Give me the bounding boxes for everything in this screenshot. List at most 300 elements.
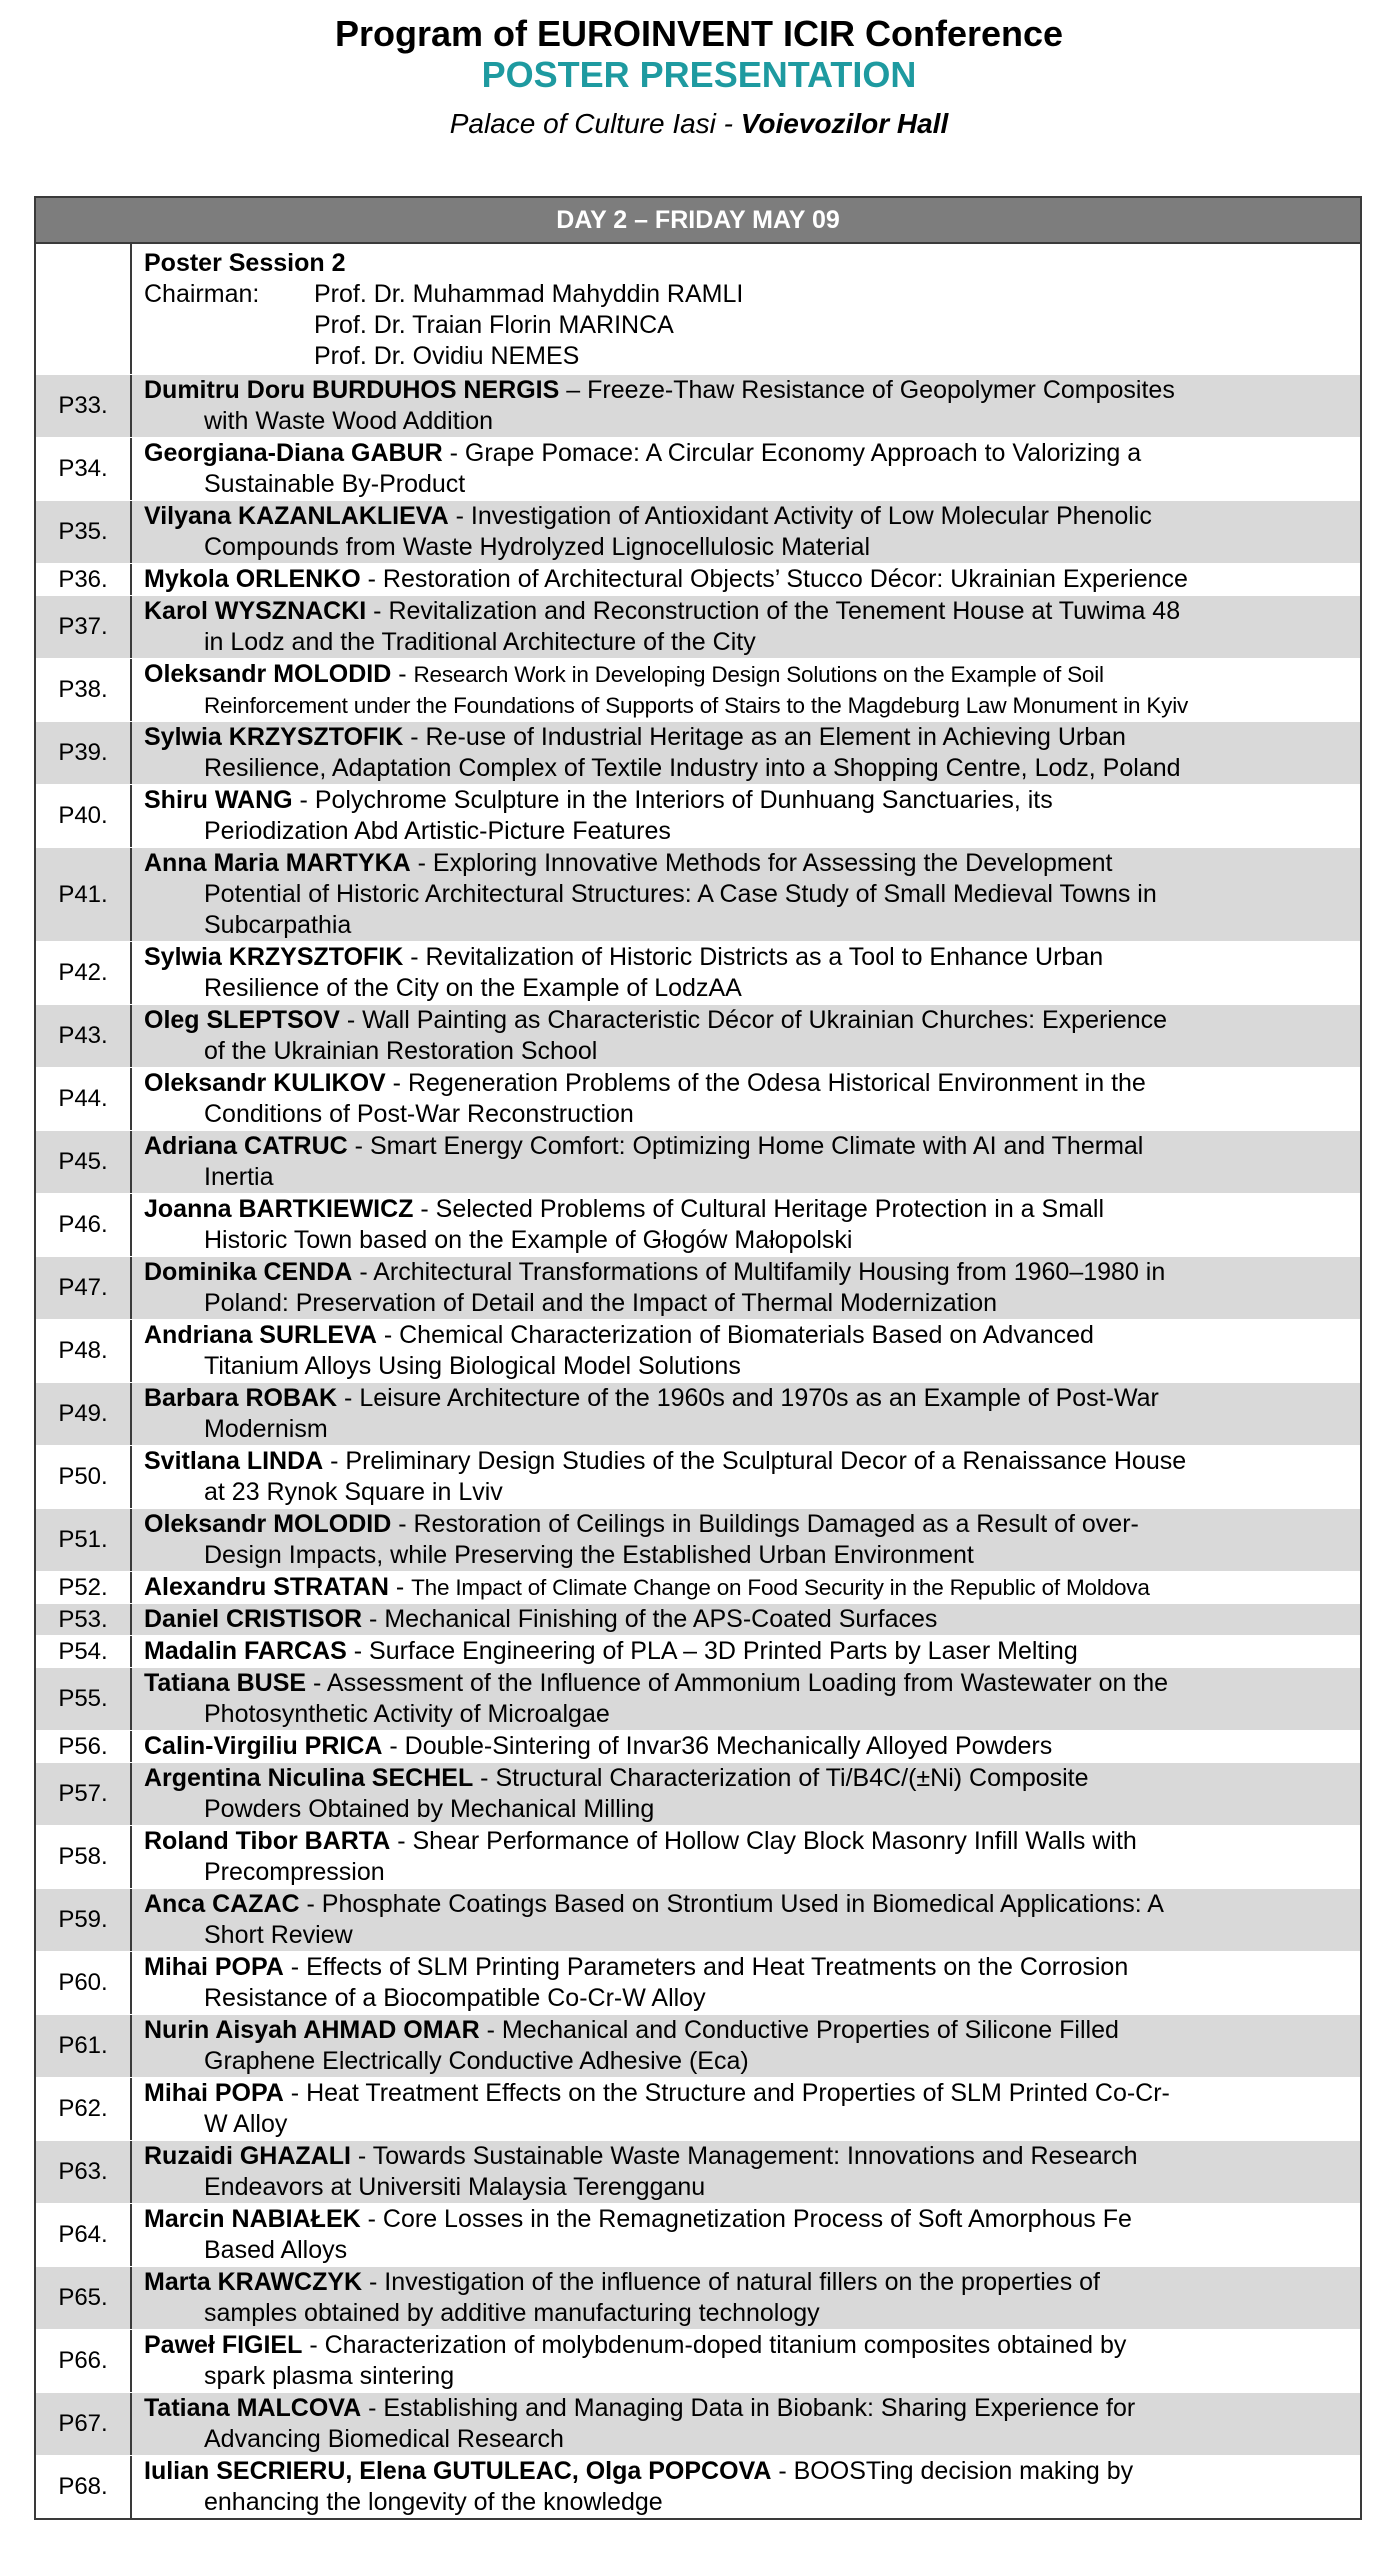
poster-author: Svitlana LINDA: [144, 1447, 324, 1475]
poster-line: [144, 1604, 1354, 1635]
poster-title: Characterization of molybdenum-doped titanium composites obtained by: [324, 2331, 1127, 2359]
poster-title: Leisure Architecture of the 1960s and 1970s as an Example of Post-War: [359, 1384, 1159, 1412]
poster-line: [144, 848, 1354, 879]
poster-title-continuation: Precompression: [204, 1858, 385, 1886]
poster-code: P61.: [36, 2015, 132, 2077]
poster-author: Georgiana-Diana GABUR: [144, 439, 443, 467]
table-row: [36, 2015, 1360, 2078]
poster-title: Establishing and Managing Data in Biobank: Sharing Experience for: [383, 2394, 1136, 2422]
session-title: Poster Session 2: [144, 249, 346, 277]
poster-title: Regeneration Problems of the Odesa Historical Environment in the: [407, 1069, 1146, 1097]
poster-title-continuation: Endeavors at Universiti Malaysia Terengganu: [204, 2173, 706, 2201]
poster-title-continuation: Graphene Electrically Conductive Adhesive (Eca): [204, 2047, 749, 2075]
poster-entry: [132, 1952, 1360, 2014]
poster-title: Double-Sintering of Invar36 Mechanically Alloyed Powders: [404, 1732, 1053, 1760]
poster-author: Mykola ORLENKO: [144, 565, 361, 593]
poster-title: Freeze-Thaw Resistance of Geopolymer Composites: [587, 376, 1175, 404]
poster-title-continuation: Compounds from Waste Hydrolyzed Lignocellulosic Material: [204, 533, 871, 561]
poster-author: Iulian SECRIERU, Elena GUTULEAC, Olga POPCOVA: [144, 2457, 772, 2485]
poster-author: Oleksandr MOLODID: [144, 660, 392, 688]
poster-separator: -: [403, 723, 426, 751]
poster-title: Exploring Innovative Methods for Assessing the Development: [432, 849, 1113, 877]
poster-code: P44.: [36, 1068, 132, 1130]
poster-code: P53.: [36, 1604, 132, 1635]
poster-title: Towards Sustainable Waste Management: Innovations and Research: [372, 2142, 1138, 2170]
venue: [0, 104, 1398, 144]
poster-author: Argentina Niculina SECHEL: [144, 1764, 474, 1792]
poster-line: [144, 1320, 1354, 1351]
poster-code: P36.: [36, 564, 132, 595]
poster-separator: -: [391, 660, 414, 688]
table-row: [36, 2078, 1360, 2141]
poster-title-continuation: spark plasma sintering: [204, 2362, 455, 2390]
poster-code: P34.: [36, 438, 132, 500]
poster-title-continuation: Resilience of the City on the Example of LodzAA: [204, 974, 742, 1002]
poster-line: [144, 1068, 1354, 1099]
table-row: [36, 1604, 1360, 1636]
poster-title: Shear Performance of Hollow Clay Block Masonry Infill Walls with: [412, 1827, 1137, 1855]
table-row: [36, 501, 1360, 564]
chair-name: Prof. Dr. Muhammad Mahyddin RAMLI: [314, 280, 744, 308]
poster-entry: [132, 1604, 1360, 1635]
poster-title-continuation: enhancing the longevity of the knowledge: [204, 2488, 663, 2516]
poster-title: BOOSTing decision making by: [793, 2457, 1134, 2485]
poster-separator: -: [388, 1573, 412, 1601]
poster-title: Grape Pomace: A Circular Economy Approach to Valorizing a: [464, 439, 1142, 467]
poster-line: [144, 2456, 1354, 2487]
table-row: [36, 942, 1360, 1005]
poster-code: P41.: [36, 848, 132, 941]
poster-author: Marta KRAWCZYK: [144, 2268, 363, 2296]
poster-separator: -: [350, 2142, 373, 2170]
poster-separator: -: [479, 2016, 502, 2044]
poster-author: Sylwia KRZYSZTOFIK: [144, 723, 404, 751]
poster-code: P47.: [36, 1257, 132, 1319]
poster-entry: [132, 1889, 1360, 1951]
poster-title-continuation: Historic Town based on the Example of Głogów Małopolski: [204, 1226, 853, 1254]
poster-code: P45.: [36, 1131, 132, 1193]
poster-title-continuation: Resistance of a Biocompatible Co-Cr-W Alloy: [204, 1984, 706, 2012]
poster-entry: [132, 1446, 1360, 1508]
poster-title-continuation: Photosynthetic Activity of Microalgae: [204, 1700, 610, 1728]
poster-entry: [132, 942, 1360, 1004]
poster-entry: [132, 501, 1360, 563]
poster-title-continuation: Titanium Alloys Using Biological Model Solutions: [204, 1352, 741, 1380]
poster-line: [144, 785, 1354, 816]
poster-title: Mechanical Finishing of the APS-Coated Surfaces: [384, 1605, 938, 1633]
poster-title-continuation: Resilience, Adaptation Complex of Textile Industry into a Shopping Centre, Lodz, Poland: [204, 754, 1181, 782]
poster-title: Smart Energy Comfort: Optimizing Home Climate with AI and Thermal: [369, 1132, 1144, 1160]
table-row: [36, 1889, 1360, 1952]
poster-code: P43.: [36, 1005, 132, 1067]
poster-entry: [132, 2330, 1360, 2392]
poster-separator: -: [442, 439, 465, 467]
venue-hall: Voievozilor Hall: [740, 108, 949, 139]
poster-line: [144, 501, 1354, 532]
poster-entry: [132, 1383, 1360, 1445]
poster-code: P55.: [36, 1668, 132, 1730]
table-row: [36, 1572, 1360, 1604]
poster-author: Adriana CATRUC: [144, 1132, 348, 1160]
poster-separator: -: [347, 1132, 370, 1160]
poster-title: Assessment of the Influence of Ammonium Loading from Wastewater on the: [326, 1669, 1169, 1697]
poster-code: P60.: [36, 1952, 132, 2014]
poster-code: P62.: [36, 2078, 132, 2140]
poster-author: Madalin FARCAS: [144, 1637, 347, 1665]
poster-title: Research Work in Developing Design Solutions on the Example of Soil: [413, 662, 1104, 687]
poster-line: [144, 2330, 1354, 2361]
poster-author: Tatiana BUSE: [144, 1669, 307, 1697]
poster-title-continuation: samples obtained by additive manufacturing technology: [204, 2299, 820, 2327]
poster-entry: [132, 2141, 1360, 2203]
poster-title-continuation: Reinforcement under the Foundations of Supports of Stairs to the Magdeburg Law Monument in Kyiv: [204, 693, 1189, 718]
poster-title-continuation: Sustainable By-Product: [204, 470, 466, 498]
poster-entry: [132, 1668, 1360, 1730]
chair-name: Prof. Dr. Ovidiu NEMES: [314, 342, 580, 370]
table-row: [36, 1446, 1360, 1509]
table-row: [36, 848, 1360, 942]
poster-code: P58.: [36, 1826, 132, 1888]
poster-code: P64.: [36, 2204, 132, 2266]
poster-entry: [132, 785, 1360, 847]
poster-separator: -: [346, 1637, 370, 1665]
poster-code: P59.: [36, 1889, 132, 1951]
poster-code: P68.: [36, 2456, 132, 2518]
poster-author: Dominika CENDA: [144, 1258, 353, 1286]
poster-line: [144, 2078, 1354, 2109]
poster-line: [144, 1763, 1354, 1794]
poster-code: P56.: [36, 1731, 132, 1762]
table-row: [36, 1826, 1360, 1889]
poster-separator: -: [473, 1764, 496, 1792]
poster-author: Alexandru STRATAN: [144, 1573, 389, 1601]
poster-code: P35.: [36, 501, 132, 563]
table-row: [36, 2330, 1360, 2393]
poster-code: P49.: [36, 1383, 132, 1445]
poster-entry: [132, 1194, 1360, 1256]
poster-author: Anca CAZAC: [144, 1890, 300, 1918]
chairman-label: Chairman:: [144, 280, 260, 308]
poster-separator: -: [410, 849, 433, 877]
poster-code: P39.: [36, 722, 132, 784]
poster-title-continuation: Inertia: [204, 1163, 274, 1191]
table-row: [36, 2267, 1360, 2330]
table-row: [36, 438, 1360, 501]
poster-line: [144, 375, 1354, 406]
poster-author: Oleksandr MOLODID: [144, 1510, 392, 1538]
poster-entry: [132, 1763, 1360, 1825]
poster-author: Mihai POPA: [144, 1953, 284, 1981]
poster-line: [144, 2015, 1354, 2046]
poster-code: P54.: [36, 1636, 132, 1667]
program-table: [34, 196, 1362, 2520]
poster-line: [144, 1952, 1354, 1983]
poster-title: Selected Problems of Cultural Heritage Protection in a Small: [435, 1195, 1105, 1223]
poster-title: Core Losses in the Remagnetization Process of Soft Amorphous Fe: [382, 2205, 1132, 2233]
poster-line: [144, 1509, 1354, 1540]
poster-entry: [132, 722, 1360, 784]
poster-line: [144, 1383, 1354, 1414]
table-row: [36, 1068, 1360, 1131]
poster-code: P42.: [36, 942, 132, 1004]
poster-title: Architectural Transformations of Multifamily Housing from 1960–1980 in: [373, 1258, 1166, 1286]
poster-title: Restoration of Architectural Objects’ Stucco Décor: Ukrainian Experience: [382, 565, 1188, 593]
poster-entry: [132, 2078, 1360, 2140]
poster-entry: [132, 596, 1360, 658]
poster-title: Surface Engineering of PLA – 3D Printed Parts by Laser Melting: [369, 1637, 1078, 1665]
poster-title-continuation: Potential of Historic Architectural Structures: A Case Study of Small Medieval Towns in: [204, 880, 1157, 908]
poster-title-continuation: Periodization Abd Artistic-Picture Features: [204, 817, 671, 845]
poster-title: Restoration of Ceilings in Buildings Damaged as a Result of over-: [413, 1510, 1139, 1538]
session-info: [132, 244, 1360, 374]
table-row: [36, 1509, 1360, 1572]
poster-entry: [132, 375, 1360, 437]
poster-entry: [132, 1320, 1360, 1382]
poster-code: P38.: [36, 659, 132, 721]
poster-code: P40.: [36, 785, 132, 847]
poster-entry: [132, 1826, 1360, 1888]
poster-title: The Impact of Climate Change on Food Security in the Republic of Moldova: [411, 1575, 1150, 1600]
poster-line: [144, 2204, 1354, 2235]
poster-entry: [132, 659, 1360, 721]
poster-title: Investigation of Antioxidant Activity of Low Molecular Phenolic: [470, 502, 1152, 530]
poster-title: Revitalization and Reconstruction of the Tenement House at Tuwima 48: [388, 597, 1181, 625]
poster-title: Investigation of the influence of natural fillers on the properties of: [384, 2268, 1101, 2296]
poster-code: P65.: [36, 2267, 132, 2329]
poster-line: [144, 596, 1354, 627]
poster-separator: -: [299, 1890, 322, 1918]
poster-author: Oleg SLEPTSOV: [144, 1006, 340, 1034]
poster-author: Karol WYSZNACKI: [144, 597, 367, 625]
table-row: [36, 1194, 1360, 1257]
poster-title-continuation: Conditions of Post-War Reconstruction: [204, 1100, 634, 1128]
poster-code: P52.: [36, 1572, 132, 1603]
poster-separator: -: [337, 1384, 360, 1412]
table-row: [36, 1257, 1360, 1320]
poster-entry: [132, 2456, 1360, 2518]
poster-author: Joanna BARTKIEWICZ: [144, 1195, 414, 1223]
poster-separator: -: [413, 1195, 436, 1223]
poster-entry: [132, 1572, 1360, 1603]
table-row: [36, 1668, 1360, 1731]
poster-title: Structural Characterization of Ti/B4C/(±Ni) Composite: [495, 1764, 1089, 1792]
poster-title-continuation: Powders Obtained by Mechanical Milling: [204, 1795, 655, 1823]
poster-line: [144, 1731, 1354, 1762]
poster-title-continuation: Short Review: [204, 1921, 353, 1949]
poster-line: [144, 2267, 1354, 2298]
poster-title: Wall Painting as Characteristic Décor of Ukrainian Churches: Experience: [362, 1006, 1168, 1034]
poster-title: Effects of SLM Printing Parameters and Heat Treatments on the Corrosion: [306, 1953, 1129, 1981]
poster-author: Tatiana MALCOVA: [144, 2394, 362, 2422]
table-row: [36, 1636, 1360, 1668]
poster-title: Re-use of Industrial Heritage as an Element in Achieving Urban: [425, 723, 1126, 751]
poster-entry: [132, 1257, 1360, 1319]
table-row: [36, 1731, 1360, 1763]
poster-separator: -: [306, 1669, 327, 1697]
poster-line: [144, 1889, 1354, 1920]
poster-title-continuation: Advancing Biomedical Research: [204, 2425, 564, 2453]
page-subtitle: POSTER PRESENTATION: [481, 54, 917, 95]
poster-title: Chemical Characterization of Biomaterials Based on Advanced: [399, 1321, 1094, 1349]
poster-separator: -: [376, 1321, 400, 1349]
poster-entry: [132, 2267, 1360, 2329]
poster-entry: [132, 438, 1360, 500]
poster-separator: -: [283, 2079, 307, 2107]
table-row: [36, 722, 1360, 785]
poster-line: [144, 438, 1354, 469]
poster-entry: [132, 1636, 1360, 1667]
poster-separator: -: [302, 2331, 325, 2359]
poster-author: Paweł FIGIEL: [144, 2331, 303, 2359]
poster-title-continuation: Subcarpathia: [204, 911, 352, 939]
session-row: [36, 244, 1360, 375]
poster-separator: -: [390, 1827, 413, 1855]
poster-separator: -: [771, 2457, 794, 2485]
chair-name: Prof. Dr. Traian Florin MARINCA: [314, 311, 674, 339]
poster-separator: -: [360, 2205, 383, 2233]
poster-line: [144, 1636, 1354, 1667]
poster-separator: -: [360, 565, 383, 593]
poster-entry: [132, 1731, 1360, 1762]
poster-entry: [132, 1131, 1360, 1193]
table-row: [36, 564, 1360, 596]
poster-code: P66.: [36, 2330, 132, 2392]
poster-separator: -: [352, 1258, 374, 1286]
table-row: [36, 2393, 1360, 2456]
poster-code: P46.: [36, 1194, 132, 1256]
table-row: [36, 659, 1360, 722]
table-row: [36, 2456, 1360, 2518]
poster-title-continuation: of the Ukrainian Restoration School: [204, 1037, 598, 1065]
poster-entry: [132, 2393, 1360, 2455]
poster-line: [144, 942, 1354, 973]
poster-code: P50.: [36, 1446, 132, 1508]
poster-author: Roland Tibor BARTA: [144, 1827, 391, 1855]
poster-line: [144, 1131, 1354, 1162]
poster-code: P57.: [36, 1763, 132, 1825]
poster-code: P51.: [36, 1509, 132, 1571]
poster-title-continuation: Modernism: [204, 1415, 328, 1443]
poster-separator: –: [559, 376, 588, 404]
poster-separator: -: [391, 1510, 414, 1538]
poster-line: [144, 722, 1354, 753]
table-row: [36, 1131, 1360, 1194]
poster-entry: [132, 2204, 1360, 2266]
poster-author: Mihai POPA: [144, 2079, 284, 2107]
table-row: [36, 1005, 1360, 1068]
poster-code: P48.: [36, 1320, 132, 1382]
poster-title: Mechanical and Conductive Properties of Silicone Filled: [501, 2016, 1119, 2044]
poster-line: [144, 659, 1354, 690]
chair-line-1: [144, 279, 1354, 310]
poster-code: P63.: [36, 2141, 132, 2203]
poster-title: Preliminary Design Studies of the Sculptural Decor of a Renaissance House: [345, 1447, 1187, 1475]
poster-entry: [132, 848, 1360, 941]
poster-title-continuation: Based Alloys: [204, 2236, 348, 2264]
poster-title-continuation: Design Impacts, while Preserving the Established Urban Environment: [204, 1541, 974, 1569]
poster-author: Nurin Aisyah AHMAD OMAR: [144, 2016, 480, 2044]
poster-author: Ruzaidi GHAZALI: [144, 2142, 351, 2170]
poster-entry: [132, 1509, 1360, 1571]
poster-line: [144, 1194, 1354, 1225]
poster-author: Shiru WANG: [144, 786, 293, 814]
poster-author: Marcin NABIAŁEK: [144, 2205, 361, 2233]
poster-title: Heat Treatment Effects on the Structure and Properties of SLM Printed Co-Cr-: [306, 2079, 1170, 2107]
table-row: [36, 375, 1360, 438]
table-row: [36, 1320, 1360, 1383]
poster-entry: [132, 1005, 1360, 1067]
poster-entry: [132, 2015, 1360, 2077]
page-title: Program of EUROINVENT ICIR Conference: [334, 13, 1064, 54]
poster-code: P37.: [36, 596, 132, 658]
poster-author: Oleksandr KULIKOV: [144, 1069, 386, 1097]
poster-title-continuation: Poland: Preservation of Detail and the Impact of Thermal Modernization: [204, 1289, 998, 1317]
poster-title-continuation: at 23 Rynok Square in Lviv: [204, 1478, 503, 1506]
poster-author: Sylwia KRZYSZTOFIK: [144, 943, 404, 971]
poster-title: Phosphate Coatings Based on Strontium Used in Biomedical Applications: A: [321, 1890, 1164, 1918]
page-header: [0, 0, 1398, 144]
poster-author: Anna Maria MARTYKA: [144, 849, 411, 877]
poster-title-continuation: in Lodz and the Traditional Architecture of the City: [204, 628, 756, 656]
poster-separator: -: [366, 597, 389, 625]
poster-author: Barbara ROBAK: [144, 1384, 338, 1412]
poster-list: [36, 375, 1360, 2518]
table-row: [36, 1383, 1360, 1446]
poster-entry: [132, 1068, 1360, 1130]
session-code-cell: [36, 244, 132, 374]
day-header: DAY 2 – FRIDAY MAY 09: [36, 198, 1360, 244]
venue-place: Palace of Culture Iasi -: [449, 108, 733, 139]
poster-author: Dumitru Doru BURDUHOS NERGIS: [144, 376, 560, 404]
poster-line: [144, 1668, 1354, 1699]
poster-separator: -: [361, 2394, 384, 2422]
poster-separator: -: [292, 786, 315, 814]
poster-author: Calin-Virgiliu PRICA: [144, 1732, 383, 1760]
poster-separator: -: [362, 2268, 385, 2296]
poster-line: [144, 2393, 1354, 2424]
poster-author: Vilyana KAZANLAKLIEVA: [144, 502, 449, 530]
poster-entry: [132, 564, 1360, 595]
poster-line: [144, 1257, 1354, 1288]
poster-separator: -: [362, 1605, 385, 1633]
poster-line: [144, 1005, 1354, 1036]
poster-code: P67.: [36, 2393, 132, 2455]
poster-line: [144, 1572, 1354, 1603]
table-row: [36, 2141, 1360, 2204]
table-row: [36, 2204, 1360, 2267]
poster-author: Daniel CRISTISOR: [144, 1605, 363, 1633]
poster-line: [144, 564, 1354, 595]
poster-separator: -: [382, 1732, 405, 1760]
table-row: [36, 1763, 1360, 1826]
poster-line: [144, 2141, 1354, 2172]
poster-separator: -: [283, 1953, 307, 1981]
poster-author: Andriana SURLEVA: [144, 1321, 377, 1349]
poster-line: [144, 1446, 1354, 1477]
poster-title-continuation: W Alloy: [204, 2110, 288, 2138]
table-row: [36, 1952, 1360, 2015]
poster-separator: -: [323, 1447, 346, 1475]
poster-separator: -: [339, 1006, 363, 1034]
table-row: [36, 785, 1360, 848]
poster-code: P33.: [36, 375, 132, 437]
poster-title: Polychrome Sculpture in the Interiors of Dunhuang Sanctuaries, its: [314, 786, 1053, 814]
poster-separator: -: [448, 502, 471, 530]
poster-separator: -: [385, 1069, 408, 1097]
poster-title: Revitalization of Historic Districts as a Tool to Enhance Urban: [425, 943, 1104, 971]
poster-separator: -: [403, 943, 426, 971]
table-row: [36, 596, 1360, 659]
